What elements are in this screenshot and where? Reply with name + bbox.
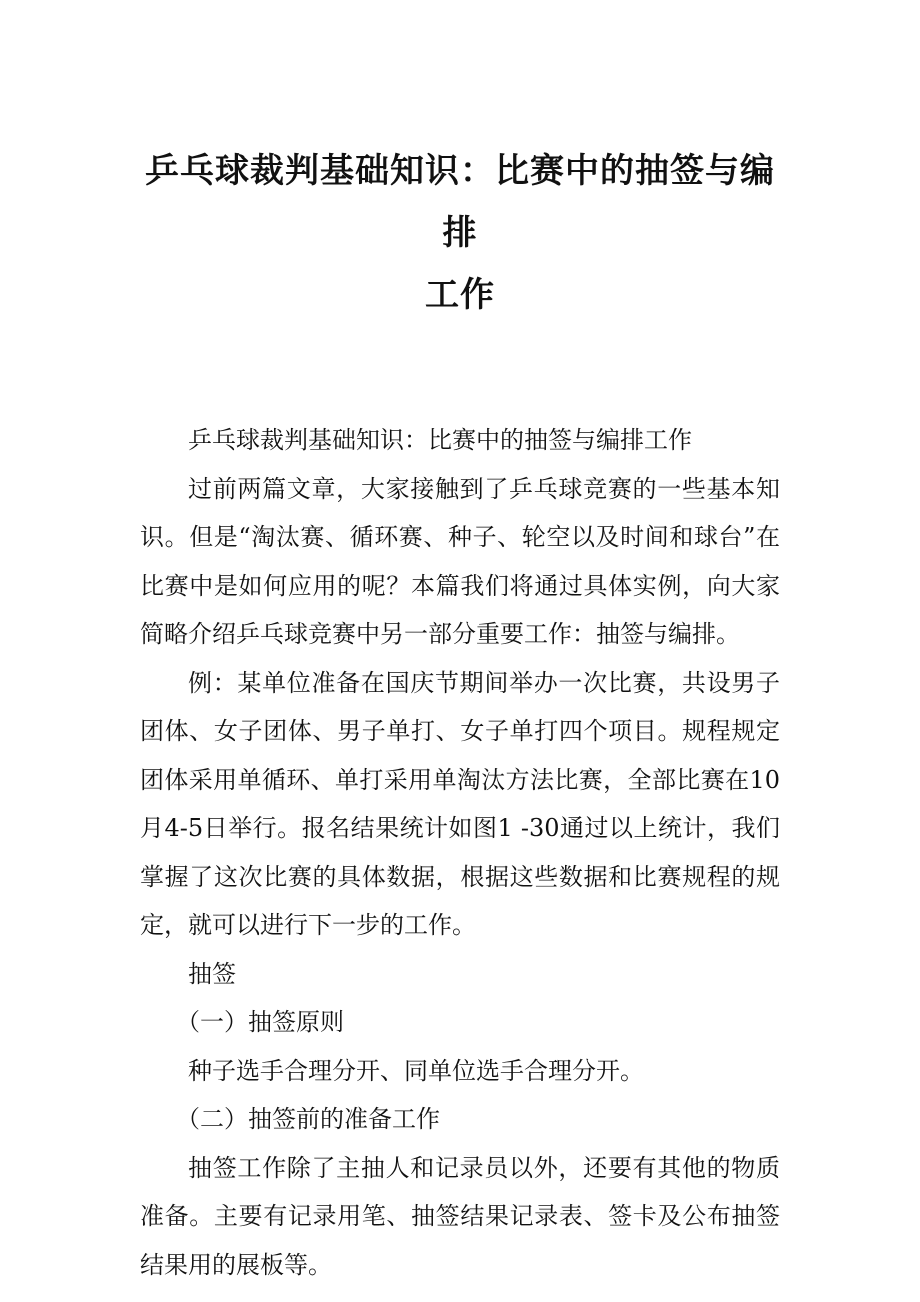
title-line-1: 乒乓球裁判基础知识：比赛中的抽签与编排 [145, 151, 775, 253]
preparation-paragraph: 抽签工作除了主抽人和记录员以外，还要有其他的物质准备。主要有记录用笔、抽签结果记录表、签卡及公布抽签结果用的展板等。 [140, 1153, 780, 1279]
section-heading-principle: （一）抽签原则 [176, 1008, 344, 1036]
example-paragraph: 例：某单位准备在国庆节期间举办一次比赛，共设男子团体、女子团体、男子单打、女子单打四个项目。规程规定团体采用单循环、单打采用单淘汰方法比赛，全部比赛在10月4-5日举行。报名结果统计如图1 -30通过以上统计，我们掌握了这次比赛的具体数据，根据这些数据和比赛规程的规定，就可以进行下一步的工作。 [140, 668, 780, 939]
document-body [140, 416, 780, 1289]
principle-paragraph: 种子选手合理分开、同单位选手合理分开。 [188, 1056, 644, 1085]
document-title [140, 140, 780, 326]
subtitle-paragraph: 乒乓球裁判基础知识：比赛中的抽签与编排工作 [188, 426, 692, 454]
title-line-2: 工作 [425, 275, 495, 315]
section-heading-draw: 抽签 [188, 959, 236, 988]
intro-paragraph: 过前两篇文章，大家接触到了乒乓球竞赛的一些基本知识。但是“淘汰赛、循环赛、种子、轮空以及时间和球台”在比赛中是如何应用的呢？本篇我们将通过具体实例，向大家简略介绍乒乓球竞赛中另一部分重要工作：抽签与编排。 [140, 474, 780, 648]
section-heading-preparation: （二）抽签前的准备工作 [176, 1105, 440, 1133]
